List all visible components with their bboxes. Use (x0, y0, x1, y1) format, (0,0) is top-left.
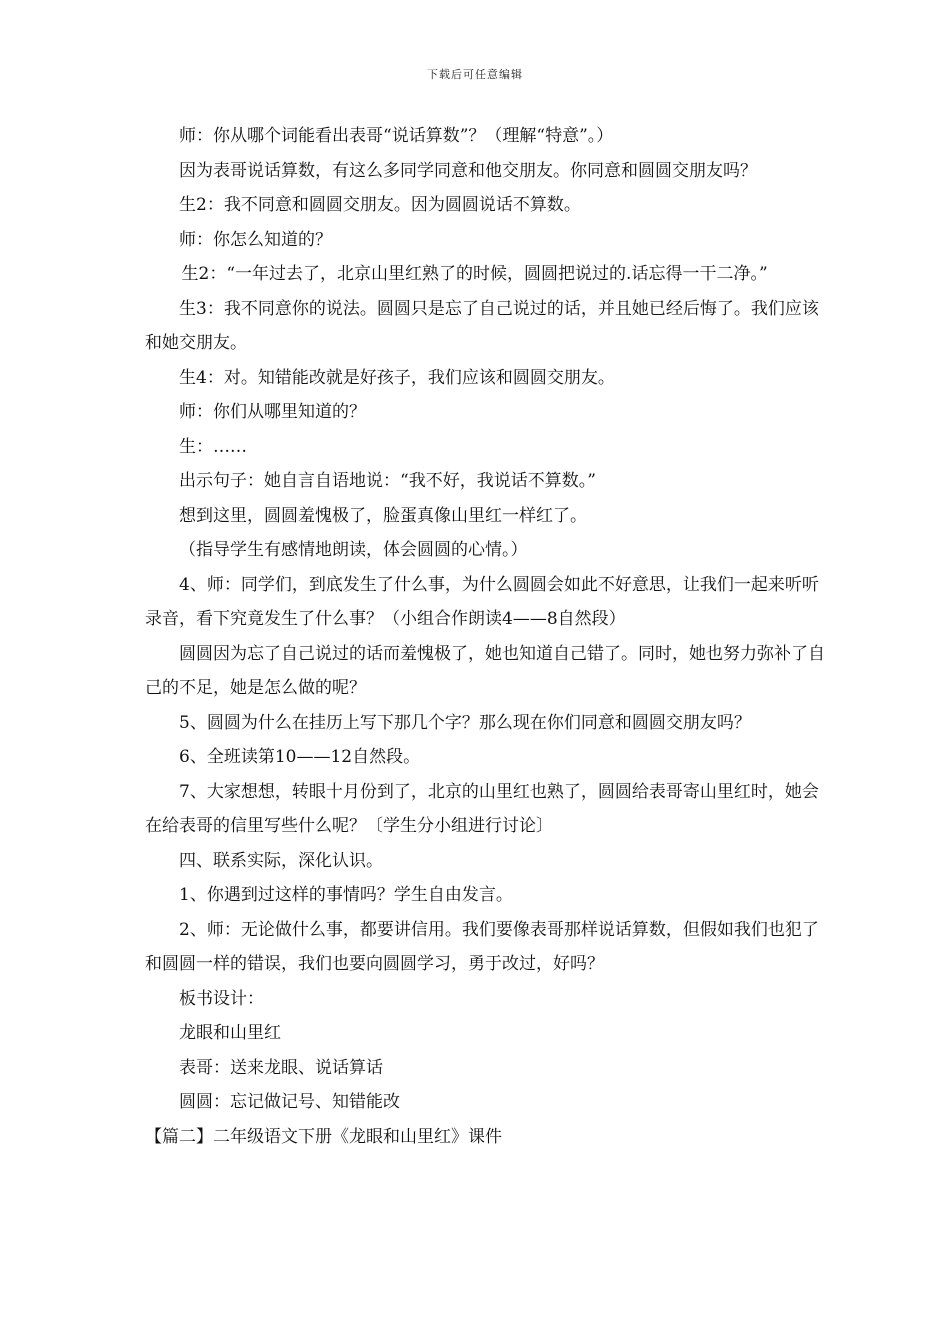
paragraph: 生2：“一年过去了，北京山里红熟了的时候，圆圆把说过的.话忘得一干二净。” (181, 264, 768, 284)
board-design-title: 龙眼和山里红 (179, 1023, 281, 1043)
paragraph: 2、师：无论做什么事，都要讲信用。我们要像表哥那样说话算数，但假如我们也犯了和圆圆一样的错误，我们也要向圆圆学习，勇于改过，好吗？ (145, 919, 819, 974)
paragraph: 6、全班读第10——12自然段。 (179, 747, 421, 767)
paragraph: 生2：我不同意和圆圆交朋友。因为圆圆说话不算数。 (179, 195, 581, 215)
paragraph: 师：你从哪个词能看出表哥“说话算数”？（理解“特意”。） (179, 126, 614, 146)
paragraph: 师：你们从哪里知道的？ (179, 402, 366, 422)
paragraph: 生：…… (179, 436, 247, 457)
paragraph: 1、你遇到过这样的事情吗？学生自由发言。 (179, 885, 513, 905)
paragraph: 圆圆因为忘了自己说过的话而羞愧极了，她也知道自己错了。同时，她也努力弥补了自己的不足，她是怎么做的呢？ (145, 643, 825, 698)
document-body (145, 119, 825, 1154)
board-design-label: 板书设计： (179, 988, 264, 1009)
paragraph: 7、大家想想，转眼十月份到了，北京的山里红也熟了，圆圆给表哥寄山里红时，她会在给表哥的信里写些什么呢？〔学生分小组进行讨论〕 (145, 781, 819, 836)
paragraph: 出示句子：她自言自语地说：“我不好，我说话不算数。” (179, 471, 596, 491)
paragraph: 生3：我不同意你的说法。圆圆只是忘了自己说过的话，并且她已经后悔了。我们应该和她交朋友。 (145, 298, 819, 353)
paragraph: 生4：对。知错能改就是好孩子，我们应该和圆圆交朋友。 (179, 367, 615, 388)
paragraph: 5、圆圆为什么在挂历上写下那几个字？那么现在你们同意和圆圆交朋友吗？ (179, 712, 751, 733)
paragraph: 师：你怎么知道的？ (179, 229, 332, 250)
paragraph: 因为表哥说话算数，有这么多同学同意和他交朋友。你同意和圆圆交朋友吗？ (179, 160, 757, 181)
paragraph: 4、师：同学们，到底发生了什么事，为什么圆圆会如此不好意思，让我们一起来听听录音，看下究竟发生了什么事？（小组合作朗读4——8自然段） (145, 574, 819, 629)
page-header: 下载后可任意编辑 (427, 68, 523, 81)
next-section-title: 【篇二】二年级语文下册《龙眼和山里红》课件 (145, 1126, 502, 1147)
paragraph: （指导学生有感情地朗读，体会圆圆的心情。） (179, 540, 528, 560)
section-heading: 四、联系实际，深化认识。 (179, 850, 383, 871)
paragraph: 想到这里，圆圆羞愧极了，脸蛋真像山里红一样红了。 (179, 505, 587, 526)
board-design-line: 表哥：送来龙眼、说话算话 (179, 1057, 383, 1078)
board-design-line: 圆圆：忘记做记号、知错能改 (179, 1092, 400, 1112)
